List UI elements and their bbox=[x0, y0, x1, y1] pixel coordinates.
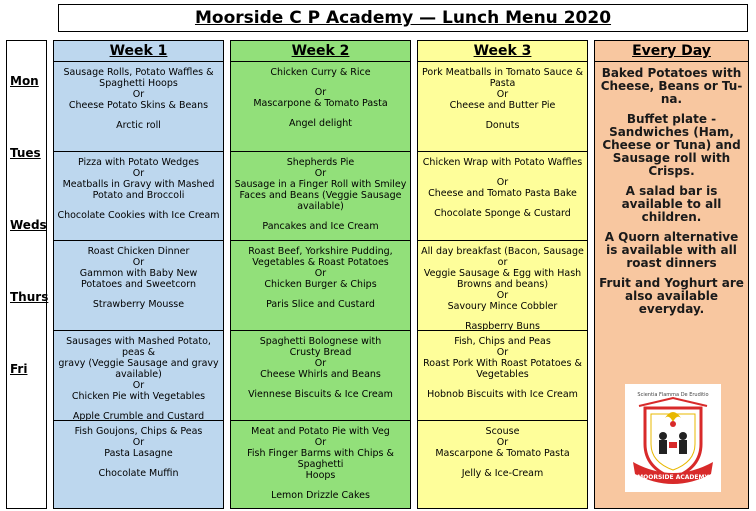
menu-spacer bbox=[57, 201, 220, 210]
menu-line: Lemon Drizzle Cakes bbox=[271, 490, 370, 501]
day-weds: Weds bbox=[10, 218, 47, 232]
menu-line: Chocolate Muffin bbox=[98, 468, 179, 479]
menu-cell bbox=[231, 62, 410, 152]
menu-spacer bbox=[421, 459, 584, 468]
menu-line: Chicken Pie with Vegetables bbox=[71, 391, 206, 402]
menu-spacer bbox=[57, 402, 220, 411]
menu-spacer bbox=[234, 290, 407, 299]
menu-line: Or bbox=[314, 268, 327, 279]
menu-line: Hobnob Biscuits with Ice Cream bbox=[427, 389, 578, 400]
menu-spacer bbox=[421, 111, 584, 120]
week-1-heading: Week 1 bbox=[54, 41, 223, 62]
menu-spacer bbox=[57, 290, 220, 299]
menu-line: Or bbox=[132, 380, 145, 391]
menu-cell bbox=[54, 421, 223, 509]
menu-line: Or bbox=[496, 89, 509, 100]
menu-cell bbox=[418, 62, 587, 152]
every-day-item: Baked Potatoes with Cheese, Beans or Tu-na. bbox=[600, 66, 743, 106]
menu-spacer bbox=[234, 109, 407, 118]
menu-line: Chicken Wrap with Potato Waffles bbox=[422, 157, 583, 168]
menu-line: Meat and Potato Pie with Veg bbox=[251, 426, 390, 437]
menu-cell bbox=[418, 331, 587, 421]
menu-spacer bbox=[234, 212, 407, 221]
menu-line: Potatoes and Sweetcorn bbox=[80, 279, 196, 290]
day-mon: Mon bbox=[10, 74, 39, 88]
menu-cell bbox=[418, 241, 587, 331]
week-2-heading: Week 2 bbox=[231, 41, 410, 62]
menu-line: Savoury Mince Cobbler bbox=[447, 301, 558, 312]
menu-line: Pork Meatballs in Tomato Sauce & bbox=[422, 67, 583, 78]
menu-line: Spaghetti Bolognese with bbox=[259, 336, 382, 347]
menu-spacer bbox=[57, 111, 220, 120]
menu-line: Cheese and Tomato Pasta Bake bbox=[428, 188, 577, 199]
menu-spacer bbox=[421, 312, 584, 321]
menu-spacer bbox=[421, 168, 584, 177]
every-day-item: A Quorn alternative is available with all roast dinners bbox=[604, 230, 739, 270]
menu-spacer bbox=[234, 78, 407, 87]
menu-line: Roast Chicken Dinner bbox=[87, 246, 190, 257]
menu-line: Arctic roll bbox=[116, 120, 161, 131]
every-day-item: A salad bar is available to all children. bbox=[621, 184, 722, 224]
menu-line: Or bbox=[314, 168, 327, 179]
menu-line: Hoops bbox=[305, 470, 336, 481]
menu-line: Raspberry Buns bbox=[465, 321, 540, 332]
menu-cell bbox=[231, 331, 410, 421]
menu-line: Shepherds Pie bbox=[286, 157, 355, 168]
menu-line: Mascarpone & Tomato Pasta bbox=[253, 98, 388, 109]
menu-cell bbox=[418, 152, 587, 241]
menu-line: Or bbox=[496, 437, 509, 448]
menu-line: Vegetables & Roast Potatoes bbox=[252, 257, 389, 268]
menu-line: Chocolate Cookies with Ice Cream bbox=[57, 210, 220, 221]
menu-line: Or bbox=[132, 168, 145, 179]
menu-line: Donuts bbox=[485, 120, 520, 131]
menu-line: Or bbox=[314, 358, 327, 369]
menu-line: Or bbox=[314, 87, 327, 98]
menu-line: Jelly & Ice-Cream bbox=[461, 468, 544, 479]
menu-cell bbox=[418, 421, 587, 509]
menu-line: Pizza with Potato Wedges bbox=[78, 157, 199, 168]
menu-line: Chocolate Sponge & Custard bbox=[434, 208, 571, 219]
every-day-item: Buffet plate - Sandwiches (Ham, Cheese or Tuna) and Sausage roll with Crisps. bbox=[602, 112, 741, 178]
menu-line: Mascarpone & Tomato Pasta bbox=[435, 448, 570, 459]
menu-line: Cheese Potato Skins & Beans bbox=[68, 100, 209, 111]
menu-cell bbox=[54, 62, 223, 152]
menu-line: Veggie Sausage & Egg with Hash Browns and beans) bbox=[423, 268, 582, 290]
menu-spacer bbox=[421, 199, 584, 208]
menu-line: Cheese Whirls and Beans bbox=[260, 369, 381, 380]
logo-name: MOORSIDE ACADEMY bbox=[637, 474, 709, 481]
menu-line: Sausage Rolls, Potato Waffles & bbox=[63, 67, 214, 78]
menu-line: Sausages with Mashed Potato, peas & bbox=[66, 336, 211, 358]
day-tues: Tues bbox=[10, 146, 41, 160]
menu-line: Cheese and Butter Pie bbox=[449, 100, 556, 111]
every-day-column bbox=[594, 40, 749, 509]
menu-cell bbox=[231, 421, 410, 509]
menu-cell bbox=[54, 331, 223, 421]
day-fri: Fri bbox=[10, 362, 28, 376]
menu-line: Strawberry Mousse bbox=[92, 299, 185, 310]
menu-line: gravy (Veggie Sausage and gravy available) bbox=[58, 358, 219, 380]
menu-line: Fish, Chips and Peas bbox=[454, 336, 551, 347]
week-3-heading: Week 3 bbox=[418, 41, 587, 62]
page-title: Moorside C P Academy — Lunch Menu 2020 bbox=[194, 8, 612, 28]
menu-cell bbox=[54, 152, 223, 241]
menu-line: Sausage in a Finger Roll with Smiley bbox=[234, 179, 407, 190]
school-crest-icon bbox=[625, 384, 721, 492]
menu-title-box bbox=[58, 4, 748, 32]
menu-line: Chicken Curry & Rice bbox=[270, 67, 371, 78]
menu-cell bbox=[231, 152, 410, 241]
menu-line: Or bbox=[314, 437, 327, 448]
week-2-column bbox=[230, 40, 411, 509]
menu-line: Gammon with Baby New bbox=[79, 268, 198, 279]
every-day-heading: Every Day bbox=[595, 41, 748, 62]
menu-line: Fish Finger Barms with Chips & Spaghetti bbox=[247, 448, 394, 470]
every-day-item: Fruit and Yoghurt are also available everyday. bbox=[599, 276, 744, 316]
menu-line: All day breakfast (Bacon, Sausage or bbox=[421, 246, 584, 268]
menu-line: Roast Beef, Yorkshire Pudding, bbox=[248, 246, 393, 257]
menu-line: Apple Crumble and Custard bbox=[72, 411, 205, 422]
menu-line: Faces and Beans (Veggie Sausage available) bbox=[239, 190, 402, 212]
menu-line: Meatballs in Gravy with Mashed bbox=[62, 179, 215, 190]
every-day-list bbox=[598, 67, 745, 323]
menu-line: Paris Slice and Custard bbox=[266, 299, 375, 310]
menu-line: Scouse bbox=[485, 426, 520, 437]
school-logo bbox=[625, 384, 721, 492]
menu-line: Or bbox=[496, 177, 509, 188]
menu-line: Crusty Bread bbox=[289, 347, 352, 358]
menu-spacer bbox=[57, 459, 220, 468]
menu-line: Roast Pork With Roast Potatoes & bbox=[423, 358, 582, 369]
menu-line: Angel delight bbox=[289, 118, 352, 129]
menu-line: Or bbox=[132, 89, 145, 100]
menu-line: Spaghetti Hoops bbox=[99, 78, 178, 89]
menu-line: Or bbox=[496, 290, 509, 301]
day-thurs: Thurs bbox=[10, 290, 49, 304]
menu-line: Pancakes and Ice Cream bbox=[262, 221, 379, 232]
menu-line: Or bbox=[132, 437, 145, 448]
menu-spacer bbox=[234, 481, 407, 490]
logo-motto: Scientia Flamma De Eruditio bbox=[637, 392, 709, 398]
menu-line: Potato and Broccoli bbox=[92, 190, 185, 201]
week-3-column bbox=[417, 40, 588, 509]
menu-line: Vegetables bbox=[476, 369, 529, 380]
menu-spacer bbox=[234, 380, 407, 389]
menu-cell bbox=[231, 241, 410, 331]
menu-cell bbox=[54, 241, 223, 331]
menu-line: Pasta bbox=[489, 78, 516, 89]
menu-line: Chicken Burger & Chips bbox=[264, 279, 377, 290]
menu-line: Viennese Biscuits & Ice Cream bbox=[248, 389, 393, 400]
menu-line: Fish Goujons, Chips & Peas bbox=[74, 426, 203, 437]
menu-line: Pasta Lasagne bbox=[104, 448, 173, 459]
menu-spacer bbox=[421, 380, 584, 389]
menu-line: Or bbox=[496, 347, 509, 358]
week-1-column bbox=[53, 40, 224, 509]
menu-line: Or bbox=[132, 257, 145, 268]
days-column bbox=[6, 40, 47, 509]
